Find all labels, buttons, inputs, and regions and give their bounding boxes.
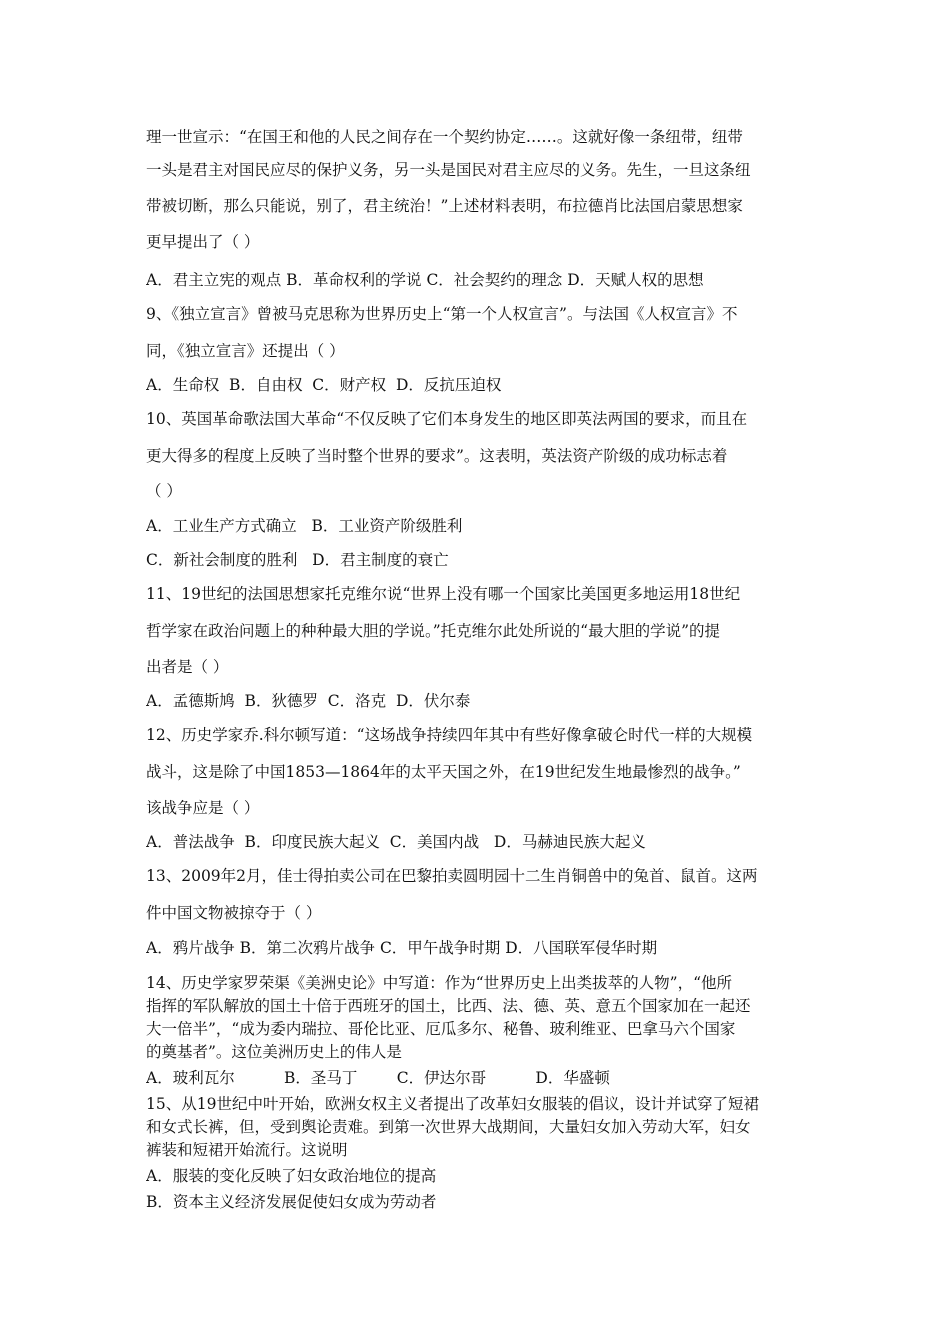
text-line: 出者是（ ） <box>146 658 229 676</box>
question-12: 12、历史学家乔.科尔顿写道：“这场战争持续四年其中有些好像拿破仑时代一样的大规模 <box>146 726 753 744</box>
text-line: 战斗，这是除了中国1853—1864年的太平天国之外，在19世纪发生地最惨烈的战争。” <box>146 763 741 781</box>
text-line: 裤装和短裙开始流行。这说明 <box>146 1141 348 1159</box>
option-line: A．鸦片战争 B．第二次鸦片战争 C．甲午战争时期 D．八国联军侵华时期 <box>146 939 658 957</box>
text-line: 一头是君主对国民应尽的保护义务，另一头是国民对君主应尽的义务。先生，一旦这条纽 <box>146 161 751 179</box>
text-line: 指挥的军队解放的国土十倍于西班牙的国土，比西、法、德、英、意五个国家加在一起还 <box>146 997 751 1015</box>
text-line: 大一倍半”，“成为委内瑞拉、哥伦比亚、厄瓜多尔、秘鲁、玻利维亚、巴拿马六个国家 <box>146 1020 736 1038</box>
question-10: 10、英国革命歌法国大革命“不仅反映了它们本身发生的地区即英法两国的要求，而且在 <box>146 410 748 428</box>
text-line: 更大得多的程度上反映了当时整个世界的要求”。这表明，英法资产阶级的成功标志着 <box>146 447 728 465</box>
text-line: 该战争应是（ ） <box>146 799 260 817</box>
option-line: A．生命权 B．自由权 C．财产权 D．反抗压迫权 <box>146 376 502 394</box>
question-14: 14、历史学家罗荣渠《美洲史论》中写道：作为“世界历史上出类拔萃的人物”，“他所 <box>146 974 732 992</box>
text-line: 带被切断，那么只能说，别了，君主统治！”上述材料表明，布拉德肖比法国启蒙思想家 <box>146 197 743 215</box>
option-line: A．玻利瓦尔 B．圣马丁 C．伊达尔哥 D．华盛顿 <box>146 1069 610 1087</box>
text-line: （ ） <box>146 482 182 500</box>
text-line: 哲学家在政治问题上的种种最大胆的学说。”托克维尔此处所说的“最大胆的学说”的提 <box>146 622 721 640</box>
option-line: A．君主立宪的观点 B．革命权利的学说 C．社会契约的理念 D．天赋人权的思想 <box>146 271 704 289</box>
option-line: B．资本主义经济发展促使妇女成为劳动者 <box>146 1193 437 1211</box>
option-line: A．孟德斯鸠 B．狄德罗 C．洛克 D．伏尔泰 <box>146 692 471 710</box>
question-13: 13、2009年2月，佳士得拍卖公司在巴黎拍卖圆明园十二生肖铜兽中的兔首、鼠首。这两 <box>146 867 758 885</box>
question-9: 9、《独立宣言》曾被马克思称为世界历史上“第一个人权宣言”。与法国《人权宣言》不 <box>146 305 738 323</box>
option-line: A．工业生产方式确立 B．工业资产阶级胜利 <box>146 517 463 535</box>
text-line: 和女式长裤，但，受到舆论责难。到第一次世界大战期间，大量妇女加入劳动大军，妇女 <box>146 1118 751 1136</box>
text-line: 件中国文物被掠夺于（ ） <box>146 904 322 922</box>
option-line: A．普法战争 B．印度民族大起义 C．美国内战 D．马赫迪民族大起义 <box>146 833 646 851</box>
question-11: 11、19世纪的法国思想家托克维尔说“世界上没有哪一个国家比美国更多地运用18世纪 <box>146 585 741 603</box>
question-15: 15、从19世纪中叶开始，欧洲女权主义者提出了改革妇女服装的倡议，设计并试穿了短裙 <box>146 1095 759 1113</box>
text-line: 理一世宣示：“在国王和他的人民之间存在一个契约协定……。这就好像一条纽带，纽带 <box>146 128 743 146</box>
option-line: C．新社会制度的胜利 D．君主制度的衰亡 <box>146 551 449 569</box>
option-line: A．服装的变化反映了妇女政治地位的提高 <box>146 1167 437 1185</box>
text-line: 同，《独立宣言》还提出（ ） <box>146 342 345 360</box>
text-line: 的奠基者”。这位美洲历史上的伟人是 <box>146 1043 402 1061</box>
text-line: 更早提出了（ ） <box>146 233 260 251</box>
